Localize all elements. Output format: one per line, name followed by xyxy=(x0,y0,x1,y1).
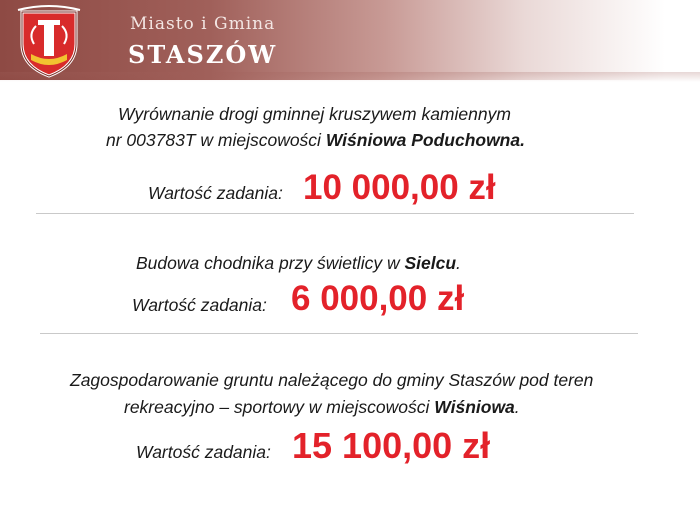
item3-value-label: Wartość zadania: xyxy=(136,442,271,462)
item3-description-line2 xyxy=(124,397,520,418)
item1-description-line2 xyxy=(106,130,525,151)
coat-of-arms-icon xyxy=(14,4,84,80)
item2-location: Sielcu xyxy=(404,253,457,273)
item3-location: Wiśniowa xyxy=(434,397,515,417)
item3-description-line1: Zagospodarowanie gruntu należącego do gminy Staszów pod teren xyxy=(70,370,594,390)
divider xyxy=(40,333,638,334)
brand-title: STASZÓW xyxy=(128,40,278,69)
item1-value-label: Wartość zadania: xyxy=(148,183,283,203)
item3-value: 15 100,00 zł xyxy=(292,425,491,466)
item2-value-label: Wartość zadania: xyxy=(132,295,267,315)
item2-description-text: Budowa chodnika przy świetlicy w xyxy=(136,253,405,273)
item1-value: 10 000,00 zł xyxy=(303,168,496,207)
item3-description-text: rekreacyjno – sportowy w miejscowości xyxy=(124,397,435,417)
item1-description-line1: Wyrównanie drogi gminnej kruszywem kamiennym xyxy=(118,104,511,124)
item1-location: Wiśniowa Poduchowna. xyxy=(325,130,525,150)
item2-description-suffix: . xyxy=(456,253,461,273)
item2-description-line1 xyxy=(136,253,461,274)
item3-description-suffix: . xyxy=(514,397,520,417)
brand-subtitle: Miasto i Gmina xyxy=(130,14,276,34)
divider xyxy=(36,213,634,214)
header-banner xyxy=(0,0,700,80)
item1-description-text: nr 003783T w miejscowości xyxy=(106,130,326,150)
item2-value: 6 000,00 zł xyxy=(291,279,465,318)
banner-shadow xyxy=(0,72,700,82)
